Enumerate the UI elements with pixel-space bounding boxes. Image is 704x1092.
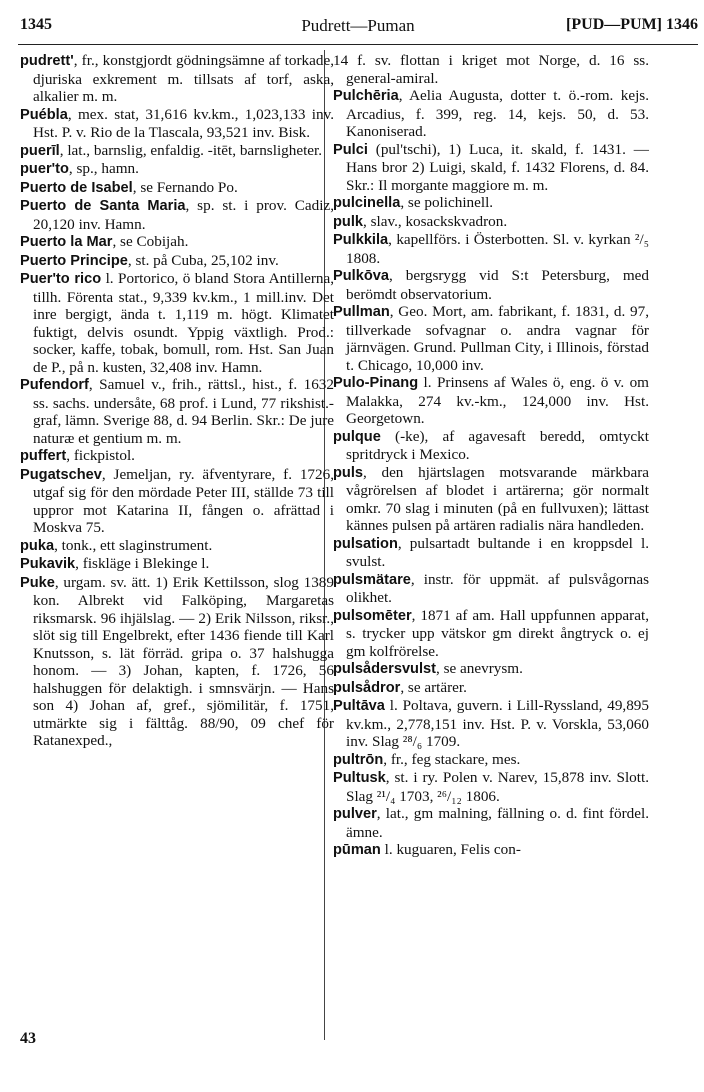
entry-text: , lat., gm malning, fällning o. d. fint fördel. ämne. xyxy=(346,805,649,841)
entry-headword: pulsådror xyxy=(333,679,401,696)
page-header xyxy=(18,14,698,45)
entry-headword: pulque xyxy=(333,428,381,445)
entry-headword: Puerto de Santa Maria xyxy=(20,198,186,214)
entry-text: , fr., konstgjordt gödningsämne af torkade, djuriska exkrement m. tillsats af torf, aska, alkalier m. m. xyxy=(33,52,334,105)
entry-text: , Jemeljan, ry. äfventyrare, f. 1726, utgaf sig för den mördade Peter III, ställde 73 till uppror mot Katarina II, fången o. afrättad i Moskva 75. xyxy=(33,465,334,536)
entry-headword: puer'to xyxy=(20,161,69,177)
entry-headword: pulcinella xyxy=(333,195,401,211)
left-page-number: 1345 xyxy=(20,16,52,33)
dictionary-entry xyxy=(333,697,649,751)
dictionary-entry xyxy=(333,660,649,679)
dictionary-entry xyxy=(20,270,334,376)
entry-headword: Puébla xyxy=(20,106,68,123)
entry-headword: pulsation xyxy=(333,535,398,552)
entry-headword: Pulchēria xyxy=(333,88,399,104)
entry-text: , lat., barnslig, enfaldig. -itēt, barnsligheter. xyxy=(59,141,323,159)
dictionary-entry xyxy=(20,376,334,447)
entry-headword: pulsomēter xyxy=(333,607,412,624)
dictionary-entry xyxy=(333,679,649,698)
entry-text: l. Prinsens af Wales ö, eng. ö v. om Malakka, 274 kv.-km., 124,000 inv. Hst. Georgetown. xyxy=(346,374,649,427)
entry-headword: Pukavik xyxy=(20,556,76,572)
entry-text: , bergsrygg vid S:t Petersburg, med berömdt observatorium. xyxy=(346,267,649,303)
dictionary-entry xyxy=(333,303,649,374)
dictionary-entry xyxy=(333,52,649,87)
right-column xyxy=(333,52,649,860)
entry-text: , tonk., ett slaginstrument. xyxy=(54,536,213,554)
entry-text: , kapellförs. i Österbotten. Sl. v. kyrkan ²/₅ 1808. xyxy=(346,231,649,267)
entry-text: , den hjärtslagen motsvarande märkbara vågrörelsen af blodet i artärerna; gör normalt omkr. 70 slag i minuten (på en fullvuxen); lättast kännes pulsen på artären radialis nära handleden. xyxy=(346,463,649,534)
dictionary-entry xyxy=(333,428,649,464)
entry-text: , mex. stat, 31,616 kv.km., 1,023,133 inv. Hst. P. v. Rio de la Tlascala, 93,521 inv. Bisk. xyxy=(33,105,334,141)
entry-headword: Pulo-Pinang xyxy=(333,375,419,391)
dictionary-entry xyxy=(333,535,649,571)
entry-headword: Puerto de Isabel xyxy=(20,179,133,196)
entry-headword: pulsådersvulst xyxy=(333,661,437,677)
entry-text: , instr. för uppmät. af pulsvågornas olikhet. xyxy=(346,570,649,606)
dictionary-entry xyxy=(333,571,649,607)
entry-text: , fickpistol. xyxy=(66,447,135,464)
entry-headword: Pulkōva xyxy=(333,268,389,284)
entry-headword: puls xyxy=(333,464,363,481)
entry-text: l. Portorico, ö bland Stora Antillerna, tillh. Förenta stat., 9,339 kv.km., 1 mill.inv. Det inre bergigt, ända t. 1,119 m. högt. Klimatet fuktigt, delvis osundt. Yppig växtligh. Prod.: socker, kaffe, tobak, bomull, rom. Hst. San Juan de P., på n. kusten, 32,408 inv. Hamn. xyxy=(33,270,335,376)
entry-text: , Geo. Mort, am. fabrikant, f. 1831, d. 97, tillverkade sofvagnar o. andra vagnar för järnvägen. Grund. Pullman City, i Illinois, förstad t. Chicago, 10,000 inv. xyxy=(346,303,649,374)
dictionary-entry xyxy=(20,106,334,142)
entry-text: , pulsartadt bultande i en kroppsdel l. svulst. xyxy=(346,534,649,570)
running-title: Pudrett—Puman xyxy=(301,16,415,35)
entry-headword: Puer'to rico xyxy=(20,271,102,287)
entry-headword: Pultusk xyxy=(333,770,386,786)
dictionary-entry xyxy=(333,194,649,213)
entry-text: , st. i ry. Polen v. Narev, 15,878 inv. Slott. Slag ²¹/₄ 1703, ²⁶/₁₂ 1806. xyxy=(346,769,649,805)
entry-headword: Puke xyxy=(20,574,55,591)
dictionary-entry xyxy=(20,447,334,466)
dictionary-entry xyxy=(333,607,649,661)
entry-headword: pudrett' xyxy=(20,53,74,69)
dictionary-entry xyxy=(333,805,649,841)
entry-text: , sp. st. i prov. Cadiz, 20,120 inv. Hamn. xyxy=(33,197,334,233)
dictionary-entry xyxy=(333,141,649,195)
entry-text: , Samuel v., frih., rättsl., hist., f. 1632 ss. sachs. undersåte, 68 prof. i Lund, 77 rikshist.-graf, lämn. Sverige 88, d. 94 Berlin. Skr.: De jure naturæ et gentium m. m. xyxy=(33,376,334,447)
left-column xyxy=(20,52,334,750)
entry-text: , urgam. sv. ätt. 1) Erik Kettilsson, slog 1389 kon. Albrekt vid Falköping, Margaretas riksmarsk. 96 ihjälslag. — 2) Erik Nilsson, riksr., slöt sig till Engelbrekt, efter 1436 fiende till Karl Knutsson, s. lät förräd. gripa o. 37 halshugga honom. — 3) Johan, kapten, f. 1726, 56 halshuggen för delaktigh. i smnsvärjn. — Hans son 4) Johan af, gref., sjömilitär, f. 1751, utmärkte sig i fälttåg. 88/90, 09 chef för Ratanexped., xyxy=(33,573,334,749)
entry-text: , Aelia Augusta, dotter t. ö.-rom. kejs. Arcadius, f. 399, reg. 14, kejs. 50, d. 53. Kanoniserad. xyxy=(346,87,649,140)
dictionary-entry xyxy=(20,160,334,179)
entry-text: , sp., hamn. xyxy=(68,160,139,177)
dictionary-entry xyxy=(20,179,334,198)
dictionary-entry xyxy=(333,87,649,141)
entry-text: , se artärer. xyxy=(400,678,467,696)
entry-headword: pulsmätare xyxy=(333,571,411,588)
entry-headword: pultrōn xyxy=(333,751,384,768)
dictionary-entry xyxy=(333,841,649,860)
dictionary-entry xyxy=(20,574,334,750)
dictionary-entry xyxy=(20,233,334,252)
dictionary-entry xyxy=(333,213,649,232)
dictionary-entry xyxy=(333,374,649,428)
entry-headword: pulk xyxy=(333,213,363,230)
entry-text: (-ke), af agavesaft beredd, omtyckt spritdryck i Mexico. xyxy=(346,427,649,463)
dictionary-entry xyxy=(333,769,649,805)
entry-text: , se anevrysm. xyxy=(436,660,523,677)
dictionary-entry xyxy=(333,267,649,303)
entry-headword: Pultāva xyxy=(333,698,385,714)
entry-text: , st. på Cuba, 25,102 inv. xyxy=(127,251,279,269)
entry-headword: Puerto Principe xyxy=(20,252,128,269)
entry-text: , fr., feg stackare, mes. xyxy=(383,750,521,768)
dictionary-entry xyxy=(20,52,334,106)
entry-headword: Pulci xyxy=(333,141,368,158)
entry-headword: pūman xyxy=(333,842,381,858)
entry-text: l. Poltava, guvern. i Lill-Ryssland, 49,895 kv.km., 2,778,151 inv. Hst. P. v. Vorskla, 53,060 inv. Slag ²⁸/₆ 1709. xyxy=(346,697,649,750)
entry-headword: puka xyxy=(20,537,55,554)
dictionary-entry xyxy=(20,555,334,574)
dictionary-entry xyxy=(20,252,334,271)
dictionary-entry xyxy=(20,537,334,556)
signature-mark: 43 xyxy=(20,1030,36,1047)
dictionary-entry xyxy=(20,466,334,537)
entry-headword: Pulkkila xyxy=(333,232,389,248)
entry-text: , se Fernando Po. xyxy=(132,178,238,196)
dictionary-entry xyxy=(20,197,334,233)
entry-text: (pul'tschi), 1) Luca, it. skald, f. 1431. — Hans bror 2) Luigi, skald, f. 1432 Florens, d. 84. Skr.: Il morgante maggiore m. m. xyxy=(346,140,649,194)
entry-headword: Pugatschev xyxy=(20,466,102,483)
right-page-reference: [PUD—PUM] 1346 xyxy=(566,16,698,33)
entry-headword: Pufendorf xyxy=(20,377,89,393)
dictionary-entry xyxy=(20,142,334,161)
entry-text: , 1871 af am. Hall uppfunnen apparat, s. trycker upp vätskor gm direkt ångtryck o. ej gm kolfrörelse. xyxy=(346,606,649,660)
entry-text: , se polichinell. xyxy=(400,194,494,211)
dictionary-entry xyxy=(333,464,649,535)
dictionary-entry xyxy=(333,231,649,267)
entry-headword: pulver xyxy=(333,806,377,822)
entry-text: , fiskläge i Blekinge l. xyxy=(75,555,210,572)
entry-text: , se Cobijah. xyxy=(112,233,189,250)
dictionary-entry xyxy=(333,751,649,770)
entry-text: , slav., kosackskvadron. xyxy=(363,212,508,230)
entry-text: l. kuguaren, Felis con- xyxy=(380,841,521,858)
entry-text: 14 f. sv. flottan i kriget mot Norge, d. 16 ss. general-amiral. xyxy=(333,52,649,87)
entry-headword: puffert xyxy=(20,448,67,464)
entry-headword: Pullman xyxy=(333,304,390,320)
entry-headword: Puerto la Mar xyxy=(20,234,113,250)
entry-headword: puerīl xyxy=(20,142,60,159)
